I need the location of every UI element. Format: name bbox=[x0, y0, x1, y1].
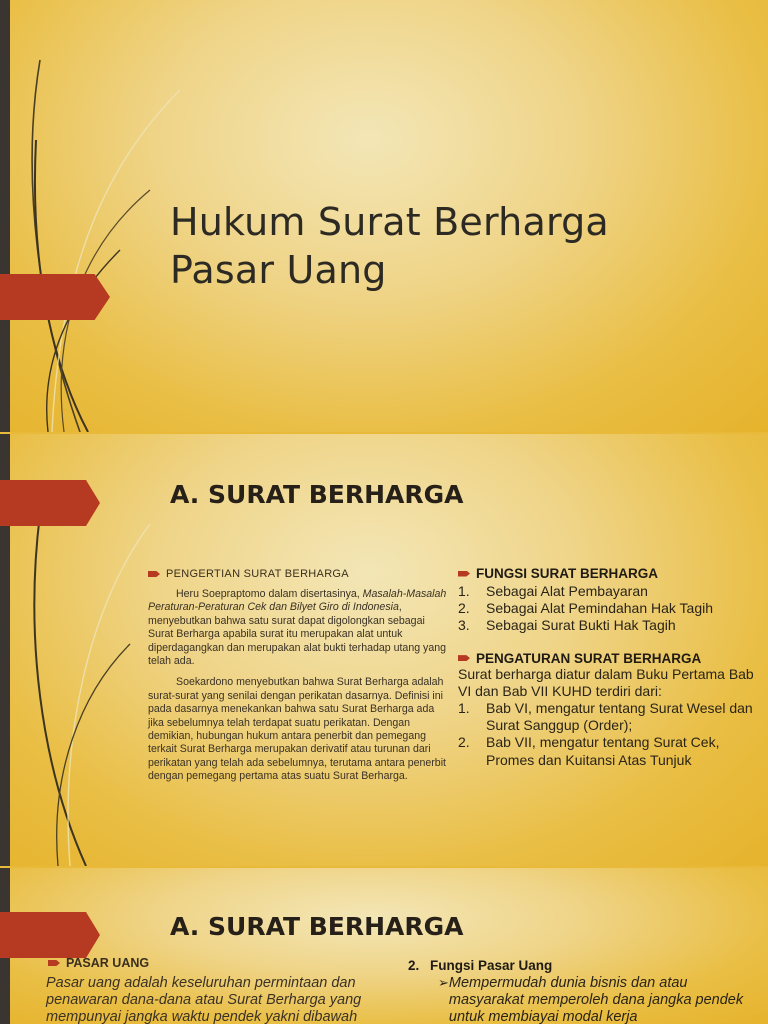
list-item: ➢ Mempermudah dunia bisnis dan atau masyarakat memperoleh dana jangka pendek untuk membiayai modal kerja bbox=[438, 975, 744, 1024]
fungsi-bullet bbox=[458, 566, 758, 581]
title-arrow-tab bbox=[0, 274, 110, 320]
section-heading: A. SURAT BERHARGA bbox=[170, 480, 464, 509]
p1-italic-title: Masalah-Masalah Peraturan-Peraturan Cek dan Bilyet Giro di Indonesia bbox=[148, 588, 447, 614]
pasar-uang-heading: PASAR UANG bbox=[66, 956, 150, 970]
presentation-title bbox=[170, 198, 730, 294]
definition-paragraph-2 bbox=[148, 676, 448, 783]
pengaturan-list bbox=[458, 700, 758, 769]
arrow-bullet-icon bbox=[48, 960, 60, 966]
heading-arrow-tab bbox=[0, 912, 100, 958]
pengertian-bullet bbox=[148, 568, 448, 580]
fungsi-heading: FUNGSI SURAT BERHARGA bbox=[476, 566, 658, 581]
arrow-bullet-icon bbox=[458, 655, 470, 661]
list-item: 1. Bab VI, mengatur tentang Surat Wesel dan Surat Sanggup (Order); bbox=[458, 700, 753, 734]
fungsi-list bbox=[458, 583, 758, 635]
list-item: 3. Sebagai Surat Bukti Hak Tagih bbox=[458, 617, 676, 634]
left-dark-bar bbox=[0, 0, 10, 432]
pasar-uang-column bbox=[46, 956, 386, 1024]
slide-title bbox=[0, 0, 768, 432]
list-item: 2. Sebagai Alat Pemindahan Hak Tagih bbox=[458, 600, 714, 617]
list-item: 1. Sebagai Alat Pembayaran bbox=[458, 583, 648, 599]
fungsi-pasar-uang-column bbox=[408, 958, 758, 1024]
definition-paragraph-1 bbox=[148, 588, 448, 668]
pengaturan-bullet bbox=[458, 651, 758, 666]
pengaturan-heading: PENGATURAN SURAT BERHARGA bbox=[476, 650, 702, 666]
pengertian-heading: PENGERTIAN SURAT BERHARGA bbox=[166, 568, 349, 580]
chevron-bullet-icon: ➢ bbox=[438, 975, 449, 990]
arrow-bullet-icon bbox=[458, 571, 470, 577]
pasar-uang-text: Pasar uang adalah keseluruhan permintaan dan penawaran dana-dana atau Surat Berharga yang mempunyai jangka waktu pendek yakni dibawah bbox=[46, 975, 362, 1024]
p1-text-b: , menyebutkan bahwa satu surat dapat digolongkan sebagai Surat Berharga apabila surat itu merupakan alat untuk diperdagangkan dan merupakan alat bukti terhadap utang yang telah ada. bbox=[148, 601, 447, 668]
slide-surat-berharga bbox=[0, 434, 768, 866]
function-column bbox=[458, 566, 758, 769]
p2-text: Soekardono menyebutkan bahwa Surat Berharga adalah surat-surat yang senilai dengan perikatan dasarnya. Definisi ini pada dasarnya menekankan bahwa satu Surat Berharga ada jika sebelumnya telah terdapat suatu perikatan. Dengan demikian, hubungan hukum antara penerbit dan pemegang terkait Surat Berharga merupakan derivatif atau turunan dari perikatan yang telah ada sebelumnya, terutama antara penerbit dengan pemegang pertama atas suatu Surat Berharga. bbox=[148, 676, 446, 783]
title-line-1: Hukum Surat Berharga bbox=[170, 200, 609, 244]
section-heading: A. SURAT BERHARGA bbox=[170, 912, 464, 941]
slide-pasar-uang bbox=[0, 868, 768, 1024]
definition-column bbox=[148, 568, 448, 784]
p1-text-a: Heru Soepraptomo dalam disertasinya, bbox=[176, 588, 363, 600]
pasar-uang-bullet bbox=[48, 956, 386, 970]
list-item: 2. Bab VII, mengatur tentang Surat Cek, Promes dan Kuitansi Atas Tunjuk bbox=[458, 734, 720, 768]
heading-arrow-tab bbox=[0, 480, 100, 526]
title-line-2: Pasar Uang bbox=[170, 248, 387, 292]
fungsi-pasar-uang-heading: 2. Fungsi Pasar Uang bbox=[408, 958, 553, 973]
arrow-bullet-icon bbox=[148, 571, 160, 577]
pengaturan-text: Surat berharga diatur dalam Buku Pertama Bab VI dan Bab VII KUHD terdiri dari: bbox=[458, 665, 754, 699]
